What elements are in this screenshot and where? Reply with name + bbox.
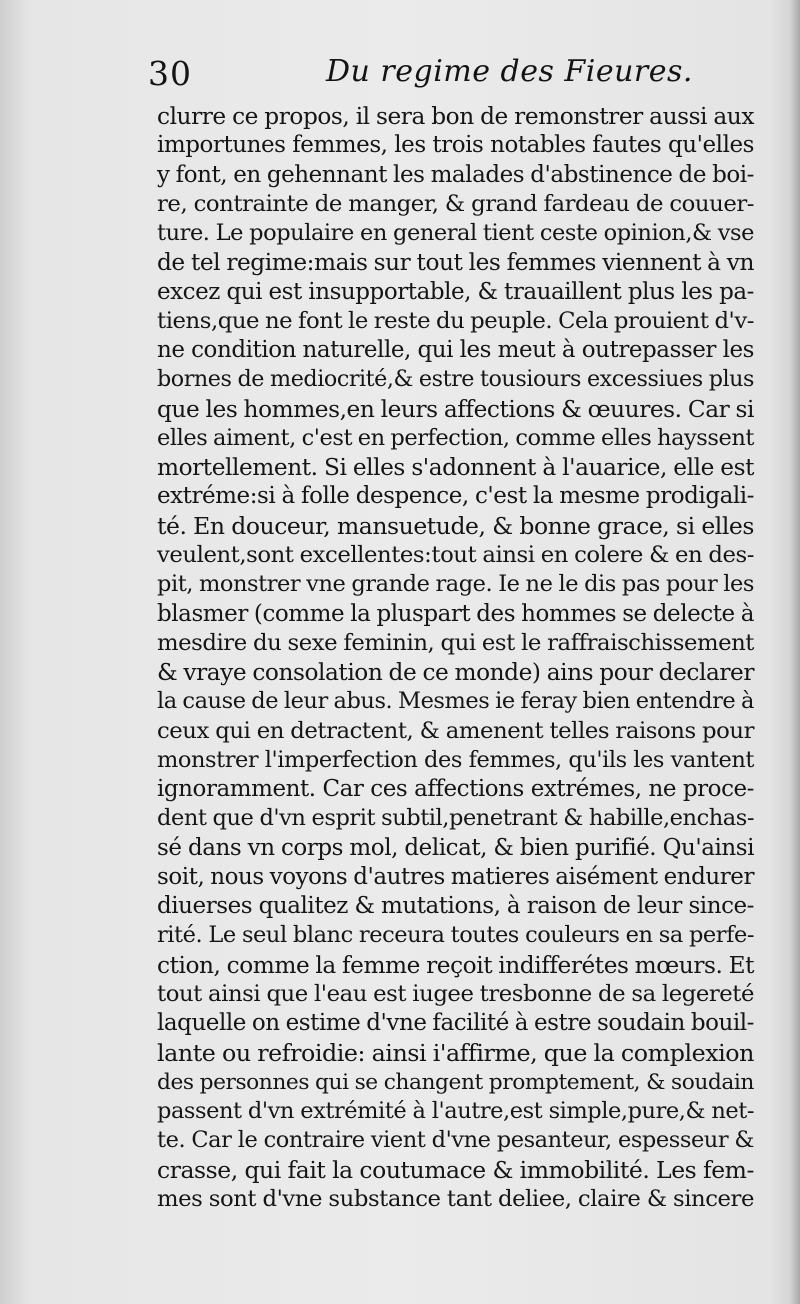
text-line: ignoramment. Car ces affections extrémes, ne proce- xyxy=(157,776,754,803)
text-line: excez qui est insupportable, & trauaillent plus les pa- xyxy=(157,278,754,305)
text-line: te. Car le contraire vient d'vne pesanteur, espesseur & xyxy=(157,1127,754,1154)
text-line: monstrer l'imperfection des femmes, qu'ils les vantent xyxy=(157,746,754,773)
text-line: blasmer (comme la pluspart des hommes se delecte à xyxy=(157,600,754,627)
page-header xyxy=(140,48,760,98)
text-line: & vraye consolation de ce monde) ains pour declarer xyxy=(157,659,754,687)
text-line: pit, monstrer vne grande rage. Ie ne le dis pas pour les xyxy=(157,571,754,598)
text-line: elles aiment, c'est en perfection, comme elles hayssent xyxy=(157,424,754,451)
page-number: 30 xyxy=(148,54,192,93)
text-line: bornes de mediocrité,& estre tousiours excessiues plus xyxy=(157,366,754,393)
text-line: laquelle on estime d'vne facilité à estre soudain bouil- xyxy=(157,1010,754,1037)
text-line: y font, en gehennant les malades d'abstinence de boi- xyxy=(157,161,754,188)
text-line: la cause de leur abus. Mesmes ie feray bien entendre à xyxy=(157,688,754,715)
text-line: extréme:si à folle despence, c'est la mesme prodigali- xyxy=(157,483,754,510)
text-line: de tel regime:mais sur tout les femmes viennent à vn xyxy=(157,249,754,277)
text-line: rité. Le seul blanc receura toutes couleurs en sa perfe- xyxy=(157,922,754,949)
text-line: soit, nous voyons d'autres matieres aisément endurer xyxy=(157,863,754,890)
text-line: clurre ce propos, il sera bon de remonstrer aussi aux xyxy=(157,103,754,130)
text-line: importunes femmes, les trois notables fautes qu'elles xyxy=(157,132,754,159)
text-line: mesdire du sexe feminin, qui est le raffraischissement xyxy=(157,629,754,656)
text-line: tiens,que ne font le reste du peuple. Cela prouient d'v- xyxy=(157,307,754,334)
running-title: Du regime des Fieures. xyxy=(326,54,693,89)
text-line: mes sont d'vne substance tant deliee, claire & sincere xyxy=(157,1185,754,1212)
text-line: passent d'vn extrémité à l'autre,est simple,pure,& net- xyxy=(157,1098,754,1125)
text-line: sé dans vn corps mol, delicat, & bien purifié. Qu'ainsi xyxy=(157,834,754,861)
text-line: tout ainsi que l'eau est iugee tresbonne de sa legereté xyxy=(157,980,754,1007)
page-edge-shadow xyxy=(790,0,800,1304)
text-line: ture. Le populaire en general tient ceste opinion,& vse xyxy=(157,220,754,247)
text-line: lante ou refroidie: ainsi i'affirme, que la complexion xyxy=(157,1038,754,1067)
text-line: mortellement. Si elles s'adonnent à l'auarice, elle est xyxy=(157,454,754,482)
body-text xyxy=(157,102,754,1214)
text-line: té. En douceur, mansuetude, & bonne grace, si elles xyxy=(157,511,754,540)
text-line: ceux qui en detractent, & amenent telles raisons pour xyxy=(157,717,754,744)
text-line: veulent,sont excellentes:tout ainsi en colere & en des- xyxy=(157,541,754,568)
text-line: des personnes qui se changent promptement, & soudain xyxy=(157,1069,754,1095)
text-line: crasse, qui fait la coutumace & immobilité. Les fem- xyxy=(157,1155,754,1184)
text-line: dent que d'vn esprit subtil,penetrant & habille,enchas- xyxy=(157,805,754,832)
text-line: ction, comme la femme reçoit indifferétes mœurs. Et xyxy=(157,951,754,979)
text-line: ne condition naturelle, qui les meut à outrepasser les xyxy=(157,337,754,364)
text-line: re, contrainte de manger, & grand fardeau de couuer- xyxy=(157,190,754,217)
text-line: diuerses qualitez & mutations, à raison de leur since- xyxy=(157,893,754,920)
text-line: que les hommes,en leurs affections & œuures. Car si xyxy=(157,395,754,423)
